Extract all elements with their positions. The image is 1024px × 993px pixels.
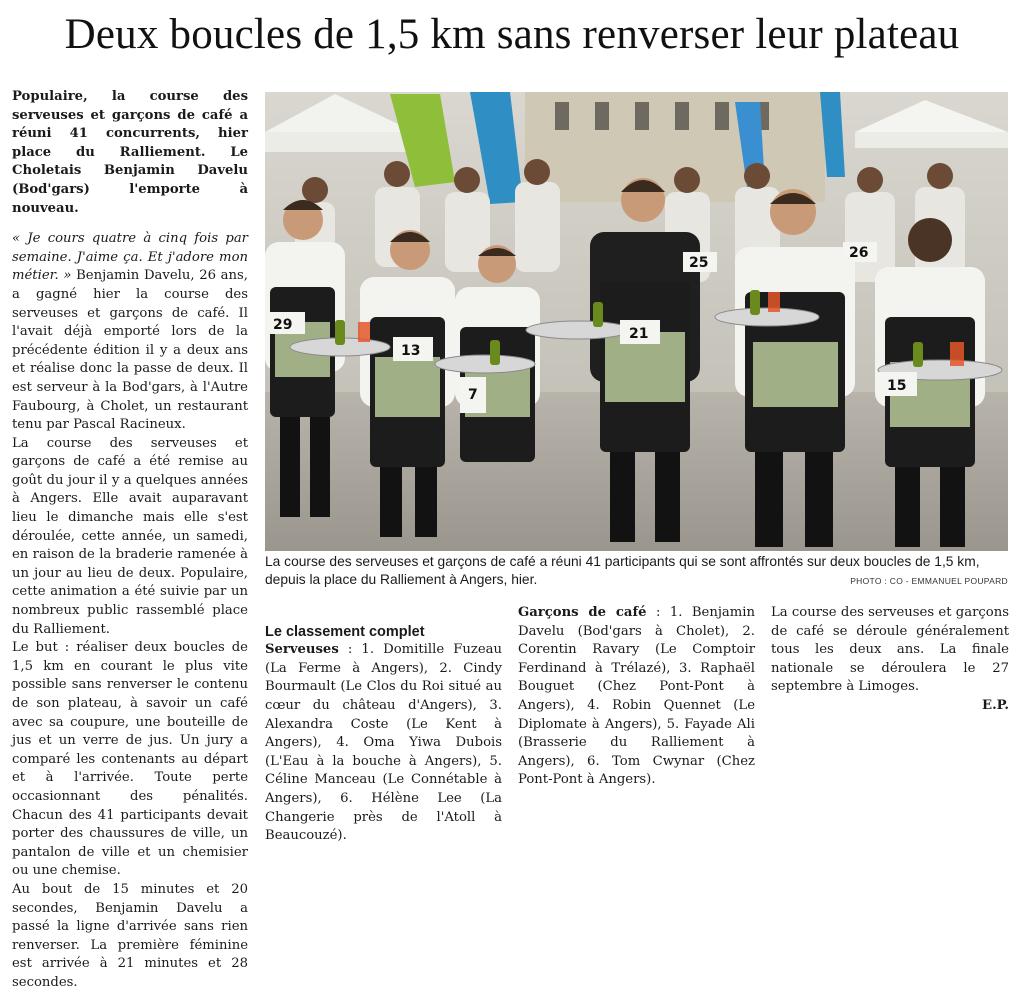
paragraph-4-continued [265, 604, 502, 623]
paragraph-5: La course des serveuses et garçons de café se déroule généralement tous les deux ans. La finale nationale se déroulera le 27 septembre à Limoges. [771, 605, 1009, 695]
paragraph-2: La course des serveuses et garçons de café a été remise au goût du jour il y a quelques années à Angers. Elle avait auparavant lieu le dimanche mais elle s'est déroulée, cette année, un samedi, en raison de la braderie ramenée à un jour au lieu de deux. Populaire, cette animation a été suivie par un nombreux public rassemblé place du Ralliement. [12, 435, 248, 637]
photo-credit: PHOTO : CO - EMMANUEL POUPARD [850, 576, 1008, 586]
column-4 [771, 604, 1009, 716]
bib-15: 15 [887, 378, 907, 394]
men-label: Garçons de café [518, 605, 647, 620]
women-label: Serveuses [265, 642, 339, 658]
bib-13: 13 [401, 343, 421, 359]
men-ranking-text: : 1. Benjamin Davelu (Bod'gars à Cholet), 2. Corentin Ravary (Le Comptoir Ferdinand à Trélazé), 3. Raphaël Bouguet (Chez Pont-Pont à Angers), 4. Robin Quennet (Le Diplomate à Angers), 5. Fayade Ali (Brasserie du Ralliement à Angers), 6. Tom Cwynar (Chez Pont-Pont à Angers). [518, 605, 755, 788]
paragraph-1-text: Benjamin Davelu, 26 ans, a gagné hier la course des serveuses et garçons de café. Il l'avait déjà emporté lors de la précédente édition il y a deux ans et réalise donc la passe de deux. Il est serveur à la Bod'gars, à l'Autre Faubourg, à Cholet, un restaurant tenu par Pascal Racineux. [12, 268, 248, 433]
men-ranking [518, 604, 755, 790]
bib-29: 29 [273, 317, 293, 333]
headline: Deux boucles de 1,5 km sans renverser leur plateau [64, 11, 960, 58]
lead-paragraph: Populaire, la course des serveuses et garçons de café a réuni 41 concurrents, hier place du Ralliement. Le Choletais Benjamin Davelu (Bod'gars) l'emporte à nouveau. [12, 89, 248, 216]
paragraph-3: Le but : réaliser deux boucles de 1,5 km en courant le plus vite possible sans renverser le contenu de son plateau, à savoir un café avec sa coupure, une bouteille de jus et un verre de jus. Un jury a comparé les contenants au départ et à l'arrivée. Toute perte occasionnant des pénalités. Chacun des 41 participants devait porter des chaussures de ville, un pantalon de ville et un chemisier ou une chemise. [12, 640, 248, 879]
bib-7: 7 [468, 387, 478, 403]
bib-25: 25 [689, 255, 709, 271]
bib-26: 26 [849, 245, 869, 261]
photo-caption: La course des serveuses et garçons de café a réuni 41 participants qui se sont affrontés sur deux boucles de 1,5 km, depuis la place du Ralliement à Angers, hier. [265, 554, 980, 587]
column-3 [518, 604, 755, 790]
women-ranking-text: : 1. Domitille Fuzeau (La Ferme à Angers), 2. Cindy Bourmault (Le Clos du Roi situé au cœur du château d'Angers), 3. Alexandra Coste (Le Kent à Angers), 4. Oma Yiwa Dubois (L'Eau à la bouche à Angers), 5. Céline Manceau (Le Connétable à Angers), 6. Hélène Lee (La Changerie près de l'Atoll à Beaucouzé). [265, 642, 502, 844]
quote: « Je cours quatre à cinq fois par semaine. J'aime ça. Et j'adore mon métier. » [12, 231, 248, 284]
column-2 [265, 604, 502, 846]
women-ranking [265, 641, 502, 846]
race-photo [265, 92, 1008, 551]
column-1 [12, 88, 248, 993]
bib-21: 21 [629, 326, 649, 342]
signature: E.P. [982, 697, 1009, 713]
ranking-subhead: Le classement complet [265, 623, 425, 640]
race-photo-illustration [265, 92, 1008, 551]
paragraph-1 [12, 230, 248, 435]
paragraph-4: Au bout de 15 minutes et 20 secondes, Benjamin Davelu a passé la ligne d'arrivée sans rien renverser. La première féminine est arrivée à 21 minutes et 28 secondes. [12, 881, 248, 990]
